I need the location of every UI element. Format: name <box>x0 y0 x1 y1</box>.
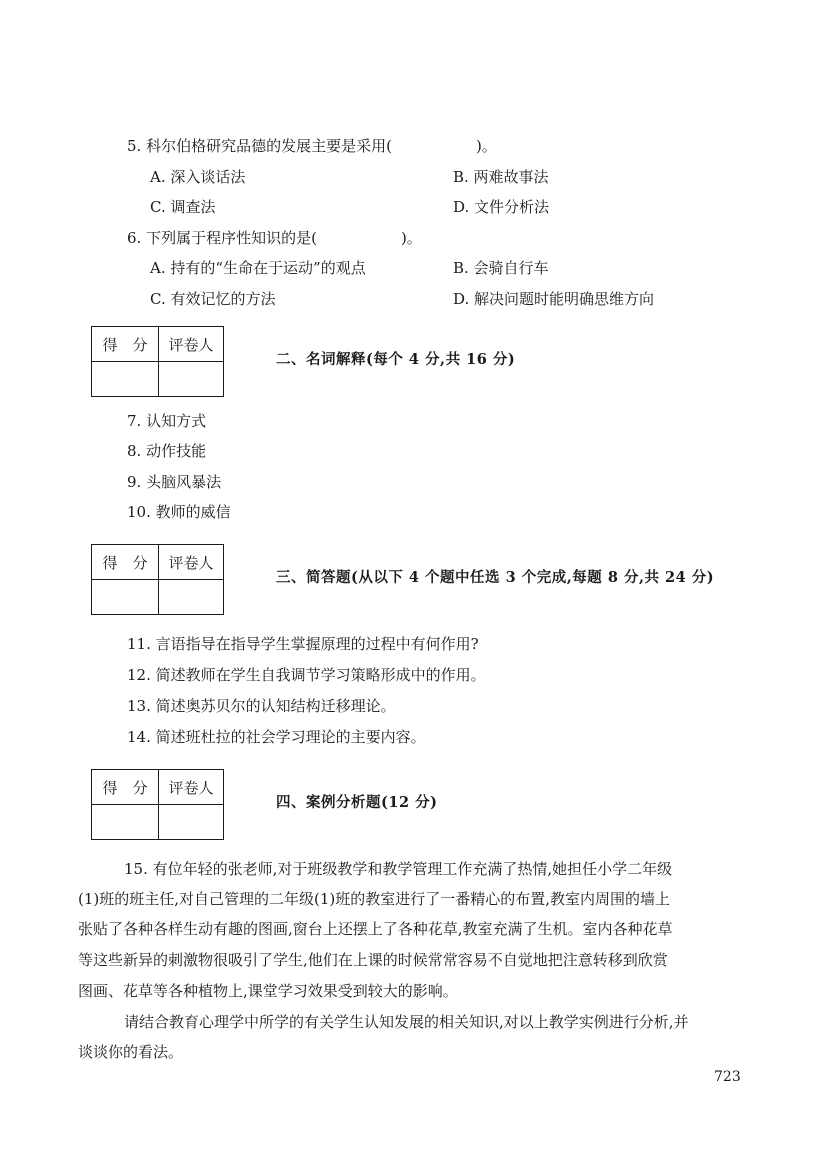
section-3-item: 12. 简述教师在学生自我调节学习策略形成中的作用。 <box>127 666 486 684</box>
q5-option-b: B. 两难故事法 <box>453 168 549 186</box>
question-5-stem-text: 5. 科尔伯格研究品德的发展主要是采用( <box>127 137 392 155</box>
section-2-item: 8. 动作技能 <box>127 442 207 460</box>
section-2-item: 10. 教师的威信 <box>127 503 231 521</box>
page-number: 723 <box>714 1069 741 1085</box>
case-question-line: 请结合教育心理学中所学的有关学生认知发展的相关知识,对以上教学实例进行分析,并 <box>124 1013 689 1031</box>
score-label: 得 分 <box>92 770 159 805</box>
q6-option-d: D. 解决问题时能明确思维方向 <box>453 290 655 308</box>
score-box-section-2 <box>91 326 224 397</box>
q6-option-b: B. 会骑自行车 <box>453 259 549 277</box>
case-line: 张贴了各种各样生动有趣的图画,窗台上还摆上了各种花草,教室充满了生机。室内各种花草 <box>78 920 673 938</box>
section-4-title: 四、案例分析题(12 分) <box>276 794 438 811</box>
score-box-section-4 <box>91 769 224 840</box>
q5-option-c: C. 调查法 <box>150 198 216 216</box>
grader-cell <box>159 580 224 615</box>
case-line: 图画、花草等各种植物上,课堂学习效果受到较大的影响。 <box>78 982 458 1000</box>
grader-cell <box>159 362 224 397</box>
case-line: 15. 有位年轻的张老师,对于班级教学和教学管理工作充满了热情,她担任小学二年级 <box>124 860 673 878</box>
q5-option-a: A. 深入谈话法 <box>150 168 246 186</box>
score-cell <box>92 580 159 615</box>
case-line: (1)班的班主任,对自己管理的二年级(1)班的教室进行了一番精心的布置,教室内周围的墙上 <box>78 890 671 908</box>
question-6-stem-end: )。 <box>400 229 422 247</box>
case-question-line: 谈谈你的看法。 <box>78 1043 184 1061</box>
question-6-stem <box>127 231 422 246</box>
section-3-item: 14. 简述班杜拉的社会学习理论的主要内容。 <box>127 728 426 746</box>
score-cell <box>92 805 159 840</box>
q5-option-d: D. 文件分析法 <box>453 198 550 216</box>
section-3-item: 13. 简述奥苏贝尔的认知结构迁移理论。 <box>127 697 396 715</box>
q6-option-a: A. 持有的“生命在于运动”的观点 <box>150 259 366 277</box>
score-box-section-3 <box>91 544 224 615</box>
section-2-item: 9. 头脑风暴法 <box>127 473 222 491</box>
grader-cell <box>159 805 224 840</box>
question-6-stem-text: 6. 下列属于程序性知识的是( <box>127 229 317 247</box>
grader-label: 评卷人 <box>159 545 224 580</box>
grader-label: 评卷人 <box>159 327 224 362</box>
section-2-item: 7. 认知方式 <box>127 412 207 430</box>
section-3-item: 11. 言语指导在指导学生掌握原理的过程中有何作用? <box>127 635 479 653</box>
question-5-stem-end: )。 <box>475 137 497 155</box>
grader-label: 评卷人 <box>159 770 224 805</box>
section-2-title: 二、名词解释(每个 4 分,共 16 分) <box>276 351 516 368</box>
score-label: 得 分 <box>92 327 159 362</box>
section-3-title: 三、简答题(从以下 4 个题中任选 3 个完成,每题 8 分,共 24 分) <box>276 569 715 586</box>
q6-option-c: C. 有效记忆的方法 <box>150 290 276 308</box>
score-label: 得 分 <box>92 545 159 580</box>
case-line: 等这些新异的刺激物很吸引了学生,他们在上课的时候常常容易不自觉地把注意转移到欣赏 <box>78 951 668 969</box>
question-5-stem <box>127 139 497 154</box>
score-cell <box>92 362 159 397</box>
